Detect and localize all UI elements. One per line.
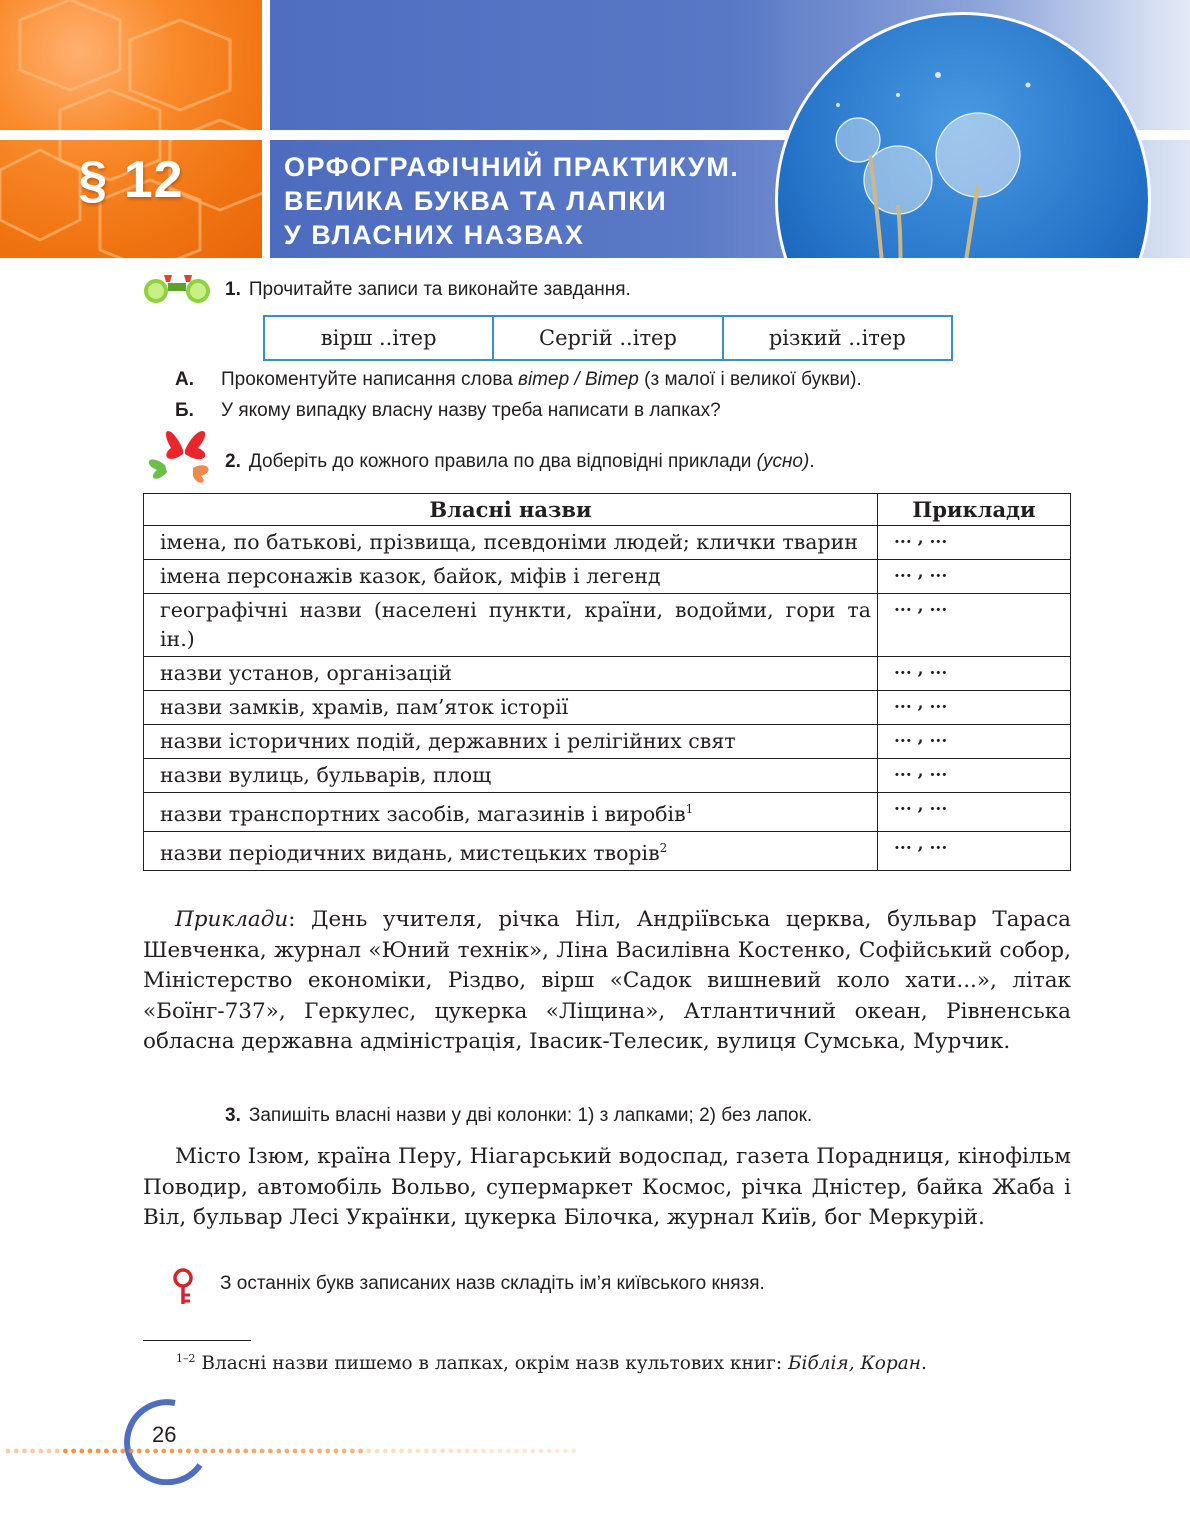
decor-dot (252, 1449, 257, 1454)
decor-dot (211, 1449, 216, 1454)
decor-dot (375, 1449, 380, 1454)
decor-dot (563, 1449, 568, 1454)
hexagon-pattern (0, 0, 262, 258)
decor-dot (170, 1449, 175, 1454)
rule-cell: імена персонажів казок, байок, міфів і легенд (144, 560, 878, 594)
decor-dot (120, 1449, 125, 1454)
decor-dot (178, 1449, 183, 1454)
table-row (144, 594, 1071, 657)
decor-dot (153, 1449, 158, 1454)
task2-text: Доберіть до кожного правила по два відповідні приклади (248, 451, 757, 472)
item-b-text: У якому випадку власну назву треба написати в лапках? (221, 400, 721, 421)
decor-dot (194, 1449, 199, 1454)
decor-dot (325, 1449, 330, 1454)
task2-text-end: . (809, 451, 815, 472)
rules-table (143, 493, 1071, 871)
rule-cell (144, 793, 878, 832)
decor-dot (366, 1449, 371, 1454)
footnote (176, 1352, 927, 1374)
table-header-row (144, 494, 1071, 526)
decor-dot (186, 1449, 191, 1454)
rule-cell: назви вулиць, бульварів, площ (144, 759, 878, 793)
header-proper-names: Власні назви (144, 494, 878, 526)
task1-item-b (175, 400, 721, 422)
decor-dot (301, 1449, 306, 1454)
decor-dot (481, 1449, 486, 1454)
decor-dot (391, 1449, 396, 1454)
key-icon (170, 1268, 196, 1306)
decor-dot (432, 1449, 437, 1454)
decor-dot (383, 1449, 388, 1454)
binoculars-icon (140, 272, 216, 306)
item-a-after: (з малої і великої букви). (638, 369, 862, 390)
example-cell: ... , ... (878, 657, 1071, 691)
decor-dot (547, 1449, 552, 1454)
decor-dot (235, 1449, 240, 1454)
table-row (144, 691, 1071, 725)
decor-dot (145, 1449, 150, 1454)
task1-heading (225, 279, 631, 301)
title-line-2: ВЕЛИКА БУКВА ТА ЛАПКИ (284, 186, 668, 216)
examples-paragraph (143, 905, 1071, 1058)
rule-text: назви періодичних видань, мистецьких творів (160, 840, 660, 865)
table-row (144, 657, 1071, 691)
decor-dot (268, 1449, 273, 1454)
dandelion-icon (778, 15, 1148, 258)
footnote-italic: Біблія, Коран (787, 1353, 921, 1375)
decor-dot (104, 1449, 109, 1454)
decor-dot (293, 1449, 298, 1454)
key-task: З останніх букв записаних назв складіть ім’я київського князя. (220, 1273, 765, 1294)
examples-label: Приклади (175, 907, 289, 932)
decor-dot (30, 1449, 35, 1454)
examples-text: : День учителя, річка Ніл, Андріївська церква, бульвар Тараса Шевченка, журнал «Юний технік», Ліна Василівна Костенко, Софійський собор, Міністерство економіки, Різдво, вірш «Садок вишневий коло хати...», літак «Боїнг-737», Геркулес, цукерка «Ліщина», Атлантичний океан, Рівненська обласна державна адміністрація, Івасик-Телесик, вулиця Сумська, Мурчик. (143, 907, 1071, 1054)
table-row (144, 560, 1071, 594)
footnote-mark: 1–2 (176, 1352, 196, 1365)
decor-dot (358, 1449, 363, 1454)
task3-paragraph: Місто Ізюм, країна Перу, Ніагарський водоспад, газета Порадниця, кінофільм Поводир, автомобіль Вольво, супермаркет Космос, річка Дністер, байка Жаба і Віл, бульвар Лесі Українки, цукерка Білочка, журнал Київ, бог Меркурій. (143, 1144, 1071, 1230)
decor-dot (55, 1449, 60, 1454)
rule-cell: географічні назви (населені пункти, країни, водойми, гори та ін.) (144, 594, 878, 657)
title-line-1: ОРФОГРАФІЧНИЙ ПРАКТИКУМ. (284, 152, 740, 182)
decor-dot (88, 1449, 93, 1454)
task2-text-italic: (усно) (756, 451, 810, 472)
decor-dot (276, 1449, 281, 1454)
decor-dot (38, 1449, 43, 1454)
decor-dot (407, 1449, 412, 1454)
example-cell: ... , ... (878, 725, 1071, 759)
footnote-ref-1: 1 (685, 802, 694, 816)
butterflies-icon (143, 420, 221, 486)
decor-dot (63, 1449, 68, 1454)
item-a-text: Прокоментуйте написання слова (221, 369, 519, 390)
decor-dot (161, 1449, 166, 1454)
decor-dot (14, 1449, 19, 1454)
task1-text: Прочитайте записи та виконайте завдання. (248, 279, 631, 300)
header-orange-panel (0, 0, 262, 258)
decor-dot (137, 1449, 142, 1454)
decor-dot (416, 1449, 421, 1454)
header-divider-vertical (262, 0, 270, 258)
example-cell: ... , ... (878, 759, 1071, 793)
table-row (144, 725, 1071, 759)
task1-number: 1. (225, 279, 241, 300)
example-cell: ... , ... (878, 831, 1071, 870)
task2-heading (225, 451, 815, 473)
table-row (144, 831, 1071, 870)
table-row (144, 526, 1071, 560)
rule-text: назви транспортних засобів, магазинів і виробів (160, 801, 686, 826)
dandelion-photo-clip (770, 0, 1190, 258)
decor-dot (571, 1449, 576, 1454)
footnote-end: . (920, 1353, 927, 1375)
rule-cell: імена, по батькові, прізвища, псевдоніми людей; клички тварин (144, 526, 878, 560)
task2-number: 2. (225, 451, 241, 472)
decor-dot (6, 1449, 11, 1454)
decor-dot (473, 1449, 478, 1454)
title-line-3: У ВЛАСНИХ НАЗВАХ (284, 220, 585, 250)
decor-dot (424, 1449, 429, 1454)
decor-dot (555, 1449, 560, 1454)
task3-number: 3. (225, 1105, 241, 1126)
table-row (144, 759, 1071, 793)
decor-dot (243, 1449, 248, 1454)
item-b-letter: Б. (175, 400, 194, 421)
page-number: 26 (152, 1422, 177, 1447)
task1-item-a (175, 369, 862, 391)
decor-dot (350, 1449, 355, 1454)
decor-dot (539, 1449, 544, 1454)
decor-dot (71, 1449, 76, 1454)
word-cell-1: вірш ..ітер (265, 317, 494, 359)
decor-dot (219, 1449, 224, 1454)
decor-dot (129, 1449, 134, 1454)
decor-dot (227, 1449, 232, 1454)
decor-dot (112, 1449, 117, 1454)
decor-dot (448, 1449, 453, 1454)
section-title (284, 150, 739, 252)
decor-dot (47, 1449, 52, 1454)
decor-dot (498, 1449, 503, 1454)
task3-text: Запишіть власні назви у дві колонки: 1) з лапками; 2) без лапок. (248, 1105, 813, 1126)
word-cell-3: різкий ..ітер (768, 326, 906, 350)
example-cell: ... , ... (878, 691, 1071, 725)
decor-dot (202, 1449, 207, 1454)
decor-dot (22, 1449, 27, 1454)
decor-dot (334, 1449, 339, 1454)
example-cell: ... , ... (878, 594, 1071, 657)
section-number: § 12 (78, 151, 184, 209)
footnote-divider (143, 1340, 251, 1341)
task1-word-box (263, 315, 953, 361)
page-number-decoration (0, 1395, 600, 1485)
item-a-letter: А. (175, 369, 194, 390)
rule-cell: назви історичних подій, державних і релігійних свят (144, 725, 878, 759)
decor-dot (440, 1449, 445, 1454)
rule-cell: назви замків, храмів, пам’яток історії (144, 691, 878, 725)
decor-dot (506, 1449, 511, 1454)
footnote-text: Власні назви пишемо в лапках, окрім назв культових книг: (195, 1353, 788, 1375)
task3-heading (225, 1105, 812, 1127)
header-examples: Приклади (878, 494, 1071, 526)
decor-dot (530, 1449, 535, 1454)
decor-dot (514, 1449, 519, 1454)
decor-dot (399, 1449, 404, 1454)
decor-dot (284, 1449, 289, 1454)
decor-dot (489, 1449, 494, 1454)
rule-cell (144, 831, 878, 870)
dandelion-image (775, 12, 1151, 258)
decor-dot (79, 1449, 84, 1454)
example-cell: ... , ... (878, 526, 1071, 560)
decor-dot (457, 1449, 462, 1454)
decor-dot (317, 1449, 322, 1454)
decor-dot (522, 1449, 527, 1454)
rule-cell: назви установ, організацій (144, 657, 878, 691)
decor-dot (342, 1449, 347, 1454)
footnote-ref-2: 2 (659, 840, 668, 855)
item-a-italic: вітер / Вітер (518, 369, 639, 390)
decor-dot (96, 1449, 101, 1454)
word-cell-2: Сергій ..ітер (494, 317, 723, 359)
decor-dot (309, 1449, 314, 1454)
example-cell: ... , ... (878, 793, 1071, 832)
decor-dot (465, 1449, 470, 1454)
decor-dot (260, 1449, 265, 1454)
example-cell: ... , ... (878, 560, 1071, 594)
table-row (144, 793, 1071, 832)
